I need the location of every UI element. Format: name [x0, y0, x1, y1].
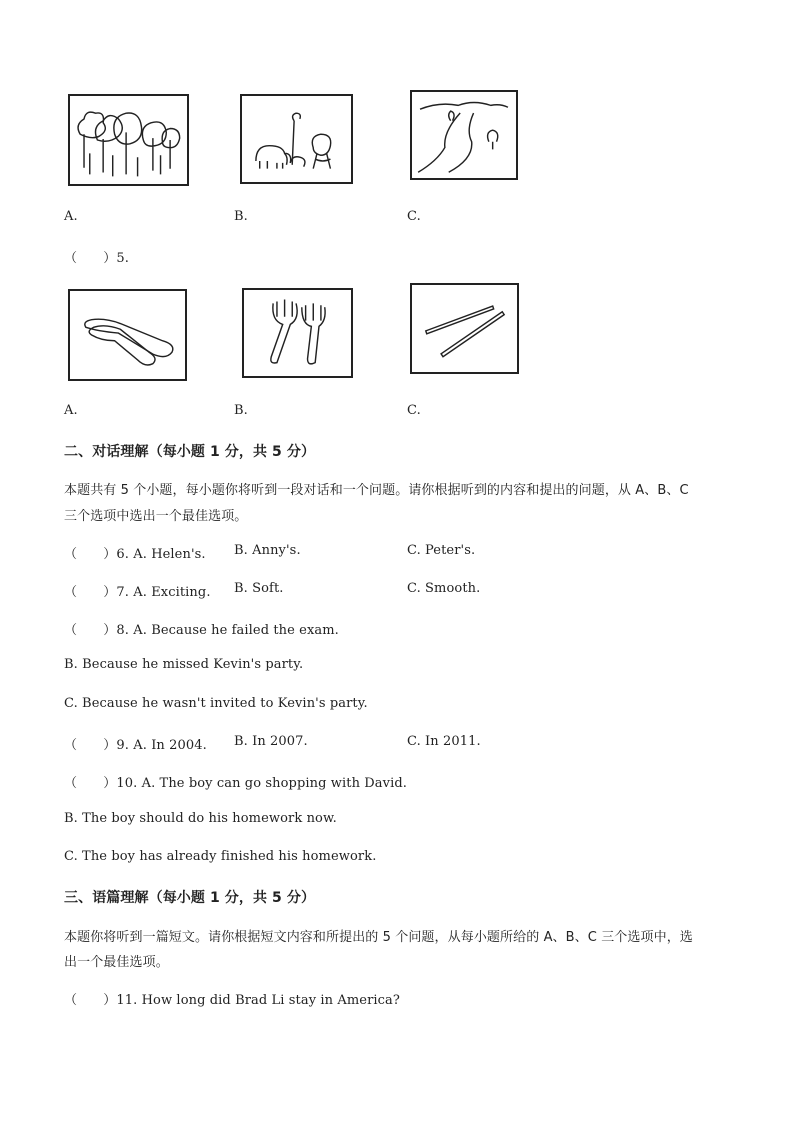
q9-option-c[interactable]: C. In 2011. [407, 734, 481, 749]
q6-stem[interactable]: （ ）6. A. Helen's. [64, 547, 206, 562]
q5-picture-c-chopsticks[interactable] [410, 283, 519, 374]
q11-stem[interactable]: （ ）11. How long did Brad Li stay in America? [64, 993, 400, 1008]
chopsticks-icon [412, 285, 517, 372]
q7-option-c[interactable]: C. Smooth. [407, 581, 481, 596]
q5-picture-b-forks[interactable] [242, 288, 353, 378]
q9-option-b[interactable]: B. In 2007. [234, 734, 308, 749]
section2-instructions-line1: 本题共有 5 个小题，每小题你将听到一段对话和一个问题。请你根据听到的内容和提出的问题，从 A、B、C [64, 483, 689, 498]
river-icon [412, 92, 516, 178]
q8-option-c[interactable]: C. Because he wasn't invited to Kevin's party. [64, 696, 368, 711]
forks-icon [244, 290, 351, 376]
q6-option-b[interactable]: B. Anny's. [234, 543, 301, 558]
q8-option-b[interactable]: B. Because he missed Kevin's party. [64, 657, 304, 672]
q8-stem[interactable]: （ ）8. A. Because he failed the exam. [64, 623, 339, 638]
q4-option-c[interactable]: C. [407, 209, 421, 224]
section3-instructions-line1: 本题你将听到一篇短文。请你根据短文内容和所提出的 5 个问题，从每小题所给的 A、B、C 三个选项中，选 [64, 930, 693, 945]
section2-instructions-line2: 三个选项中选出一个最佳选项。 [64, 509, 248, 524]
q9-stem[interactable]: （ ）9. A. In 2004. [64, 738, 207, 753]
animals-icon [242, 96, 351, 182]
q4-picture-a-forest[interactable] [68, 94, 189, 186]
q10-option-b[interactable]: B. The boy should do his homework now. [64, 811, 337, 826]
q5-option-a[interactable]: A. [64, 403, 78, 418]
q4-picture-b-zoo-animals[interactable] [240, 94, 353, 184]
section3-heading: 三、语篇理解（每小题 1 分，共 5 分） [64, 890, 316, 906]
q7-option-b[interactable]: B. Soft. [234, 581, 284, 596]
section2-heading: 二、对话理解（每小题 1 分，共 5 分） [64, 444, 316, 460]
q5-option-b[interactable]: B. [234, 403, 248, 418]
q4-option-a[interactable]: A. [64, 209, 78, 224]
q4-picture-c-river-road[interactable] [410, 90, 518, 180]
q4-option-b[interactable]: B. [234, 209, 248, 224]
q10-stem[interactable]: （ ）10. A. The boy can go shopping with David. [64, 776, 408, 791]
q7-stem[interactable]: （ ）7. A. Exciting. [64, 585, 211, 600]
q10-option-c[interactable]: C. The boy has already finished his homework. [64, 849, 377, 864]
q6-option-c[interactable]: C. Peter's. [407, 543, 476, 558]
q5-label: （ ）5. [64, 251, 130, 266]
q5-option-c[interactable]: C. [407, 403, 421, 418]
spoons-icon [70, 291, 185, 379]
q5-picture-a-spoons[interactable] [68, 289, 187, 381]
trees-icon [70, 96, 187, 184]
section3-instructions-line2: 出一个最佳选项。 [64, 955, 169, 970]
